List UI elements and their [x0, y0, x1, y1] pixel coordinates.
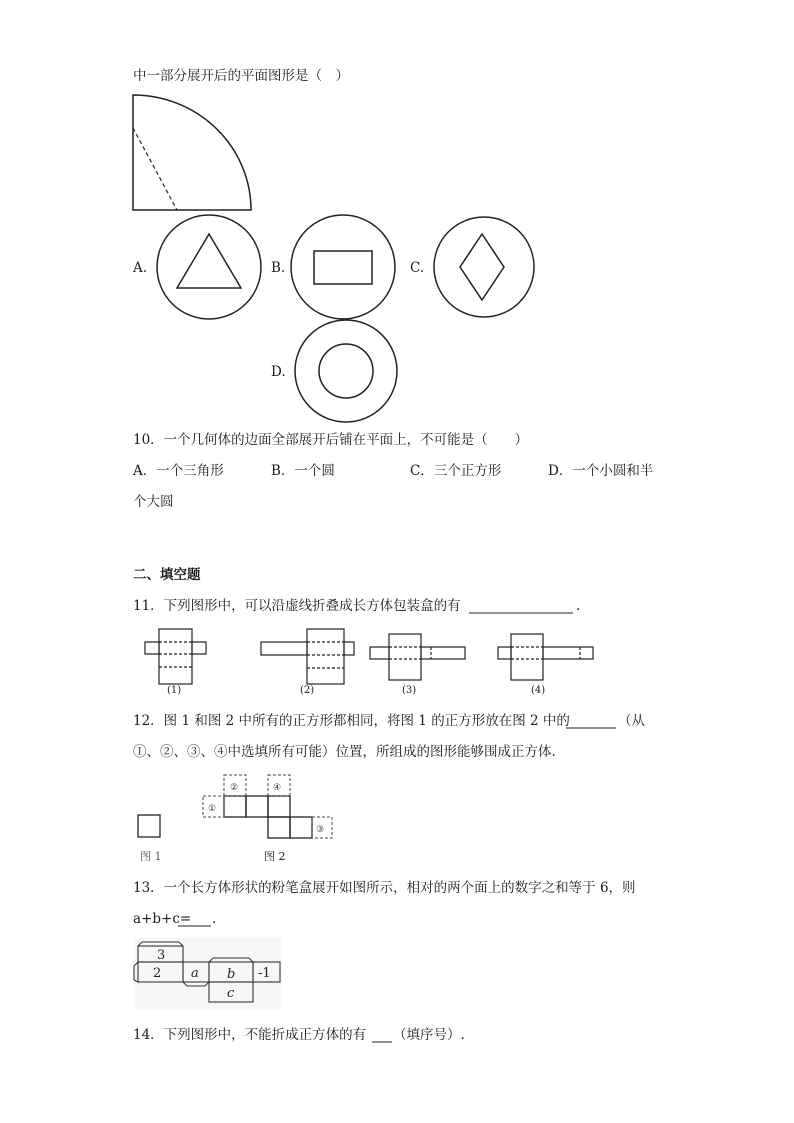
q12-line2: ①、②、③、④中选填所有可能）位置，所组成的图形能够围成正方体.	[133, 744, 556, 760]
q11-net-2-label: (2)	[300, 685, 315, 696]
q13-line2: a+b+c=	[133, 911, 192, 927]
q13-line2-end: .	[212, 911, 217, 927]
q13-cell-top: 3	[157, 948, 166, 963]
q12-marker-2: ②	[230, 783, 239, 793]
q13-cell-c: c	[227, 986, 235, 1001]
q14-end: （填序号）.	[393, 1027, 465, 1043]
q11-net-3-label: (3)	[402, 685, 417, 696]
q12-marker-3: ③	[316, 825, 325, 835]
q13-cell-right: -1	[258, 966, 271, 981]
q13-cell-left: 2	[153, 966, 162, 981]
q13-cell-a: a	[191, 966, 199, 981]
q9-option-d-label: D.	[271, 364, 286, 380]
q13-cell-b: b	[227, 967, 236, 982]
q11-net-1-label: (1)	[167, 685, 182, 696]
q12-marker-4: ④	[273, 783, 282, 793]
q10-stem: 10．一个几何体的边面全部展开后铺在平面上，不可能是（ ）	[133, 432, 529, 448]
q11-net-4-label: (4)	[531, 685, 546, 696]
q9-option-c-label: C.	[410, 260, 425, 276]
q12-line1-end: （从	[618, 713, 645, 729]
q12-fig1-label: 图 1	[140, 850, 162, 863]
q9-option-a-label: A.	[133, 260, 148, 276]
q10-continuation: 个大圆	[133, 494, 174, 510]
q9-stem-tail: 中一部分展开后的平面图形是（ ）	[133, 68, 349, 84]
q9-option-b-label: B.	[271, 260, 286, 276]
q10-option-c: C．三个正方形	[410, 463, 502, 479]
q13-line1: 13．一个长方体形状的粉笔盒展开如图所示，相对的两个面上的数字之和等于 6，则	[133, 880, 636, 896]
q10-option-b: B．一个圆	[271, 463, 335, 479]
q12-line1: 12．图 1 和图 2 中所有的正方形都相同，将图 1 的正方形放在图 2 中的	[133, 713, 570, 729]
q12-marker-1: ①	[208, 804, 217, 814]
q14-stem: 14．下列图形中，不能折成正方体的有	[133, 1027, 367, 1043]
q10-option-a: A．一个三角形	[133, 463, 224, 479]
section-heading-fill-blank: 二、填空题	[133, 567, 201, 583]
q11-end: .	[576, 598, 581, 614]
q11-stem: 11．下列图形中，可以沿虚线折叠成长方体包装盒的有	[133, 598, 461, 614]
q10-option-d: D．一个小圆和半	[548, 463, 654, 479]
q12-fig2-label: 图 2	[264, 850, 286, 863]
